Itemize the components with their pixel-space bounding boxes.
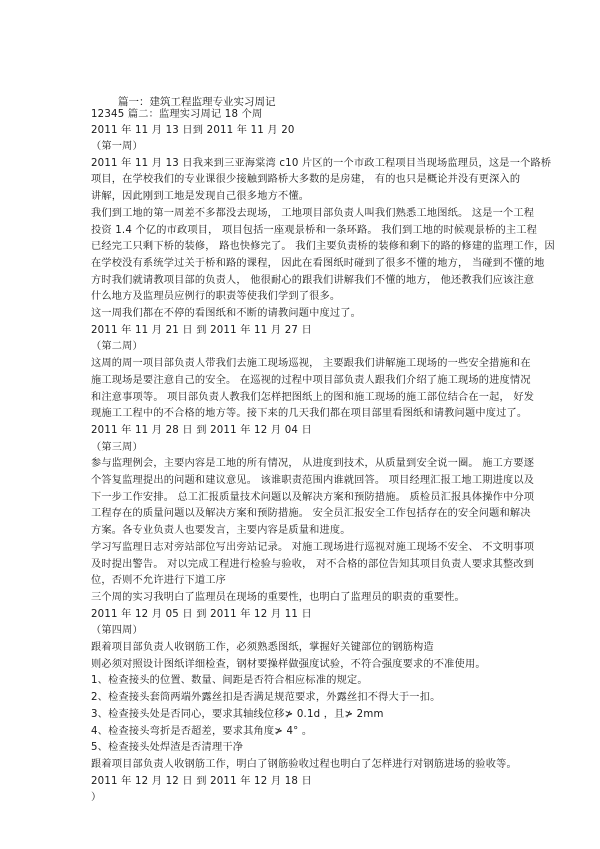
text-line: 跟着项目部负责人收钢筋工作，明白了钢筋验收过程也明白了怎样进行对钢筋进场的验收等。 bbox=[91, 758, 517, 770]
text-line: 三个周的实习我明白了监理员在现场的重要性，也明白了监理员的职责的重要性。 bbox=[91, 591, 465, 603]
text-line: 2011 年 12 月 05 日 到 2011 年 12 月 11 日 bbox=[91, 608, 312, 620]
text-line: 这一周我们都在不停的看图纸和不断的请教问题中度过了。 bbox=[91, 308, 362, 319]
text-line: 个答复监理提出的问题和建议意见。 该谁职责范围内谁就回答。 项目经理汇报工地工期进度以及 bbox=[91, 475, 535, 486]
text-line: 我们到工地的第一周差不多都没去现场， 工地项目部负责人叫我们熟悉工地图纸。 这是一个工程 bbox=[91, 207, 535, 219]
text-line: 工程存在的质量问题以及解决方案和预防措施。 安全员汇报安全工作包括存在的安全问题和解决 bbox=[91, 508, 531, 520]
text-line: 学习写监理日志对旁站部位写出旁站记录。 对施工现场进行巡视对施工现场不安全、 不文明事项 bbox=[91, 541, 535, 553]
text-line: 下一步工作安排。 总工汇报质量技术问题以及解决方案和预防措施。 质检员汇报具体操作中分项 bbox=[91, 491, 535, 503]
text-line: 2011 年 11 月 21 日 到 2011 年 11 月 27 日 bbox=[91, 324, 312, 336]
text-line: 2011 年 12 月 12 日 到 2011 年 12 月 18 日 bbox=[91, 775, 312, 787]
text-line: ） bbox=[91, 792, 102, 804]
text-line: 3、检查接头处是否同心，要求其轴线位移≯ 0.1d ，且≯ 2mm bbox=[91, 708, 384, 720]
text-line: 讲解，因此刚到工地是发现自己很多地方不懂。 bbox=[91, 191, 310, 203]
document-subtitle: 12345 篇二：监理实习周记 18 个周 bbox=[91, 109, 263, 120]
text-line: 1、检查接头的位置、数量、间距是否符合相应标准的规定。 bbox=[91, 675, 368, 687]
date-range-total: 2011 年 11 月 13 日到 2011 年 11 月 20 bbox=[91, 125, 295, 136]
text-line: 跟着项目部负责人收钢筋工作，必须熟悉图纸，掌握好关键部位的钢筋构造 bbox=[91, 642, 434, 653]
text-line: 施工现场是要注意自己的安全。 在巡视的过程中项目部负责人跟我们介绍了施工现场的进度情况 bbox=[91, 374, 531, 386]
text-line: （第一周） bbox=[91, 141, 143, 152]
text-line: 和注意事项等。 项目部负责人教我们怎样把图纸上的图和施工现场的施工部位结合在一起， 好发 bbox=[91, 391, 535, 403]
text-line: 及时提出警告。 对以完成工程进行检验与验收， 对不合格的部位告知其项目负责人要求其整改到 bbox=[91, 558, 535, 570]
text-line: 5、检查接头处焊渣是否清理干净 bbox=[91, 742, 244, 754]
text-line: 什么地方及监理员应例行的职责等使我们学到了很多。 bbox=[91, 291, 341, 303]
text-line: （第二周） bbox=[91, 341, 143, 353]
text-line: 4、检查接头弯折是否超差，要求其角度≯ 4° 。 bbox=[91, 725, 313, 737]
text-line: 项目，在学校我们的专业课很少接触到路桥大多数的是房建， 有的也只是概论并没有更深入的 bbox=[91, 174, 521, 186]
text-line: （第四周） bbox=[91, 625, 143, 637]
text-line: 则必须对照设计图纸详细检查，钢材要操样做强度试验，不符合强度要求的不准使用。 bbox=[91, 658, 486, 670]
text-line: 2、检查接头套筒两端外露丝扣是否满足规范要求，外露丝扣不得大于一扣。 bbox=[91, 692, 441, 704]
text-line: 已经完工只剩下桥的装修， 路也快修完了。 我们主要负责桥的装修和剩下的路的修建的监理工作，因 bbox=[91, 241, 555, 253]
text-line: 方案。各专业负责人也要发言，主要内容是质量和进度。 bbox=[91, 525, 351, 537]
text-line: 参与监理例会，主要内容是工地的所有情况， 从进度到技术，从质量到安全说一圈。 施工方要逐 bbox=[91, 458, 535, 470]
text-line: 2011 年 11 月 28 日 到 2011 年 12 月 04 日 bbox=[91, 424, 312, 436]
text-line: 方时我们就请教项目部的负责人， 他很耐心的跟我们讲解我们不懂的地方， 他还教我们应该注意 bbox=[91, 274, 535, 286]
text-line: 在学校没有系统学过关于桥和路的课程， 因此在看图纸时碰到了很多不懂的地方， 当碰到不懂的地 bbox=[91, 257, 545, 269]
text-line: 投资 1.4 个亿的市政项目， 项目包括一座观景桥和一条环路。 我们到工地的时候观景桥的主工程 bbox=[91, 224, 538, 236]
text-line: （第三周） bbox=[91, 441, 143, 453]
document-title: 篇一：建筑工程监理专业实习周记 bbox=[118, 96, 276, 108]
text-line: 位，否则不允许进行下道工序 bbox=[91, 575, 227, 587]
text-line: 这周的周一项目部负责人带我们去施工现场巡视， 主要跟我们讲解施工现场的一些安全措施和在 bbox=[91, 358, 531, 370]
text-line: 2011 年 11 月 13 日我来到三亚海棠湾 c10 片区的一个市政工程项目当现场监理员，这是一个路桥 bbox=[91, 157, 552, 169]
text-line: 现施工工程中的不合格的地方等。接下来的几天我们都在项目部里看图纸和请教问题中度过了。 bbox=[91, 408, 528, 420]
